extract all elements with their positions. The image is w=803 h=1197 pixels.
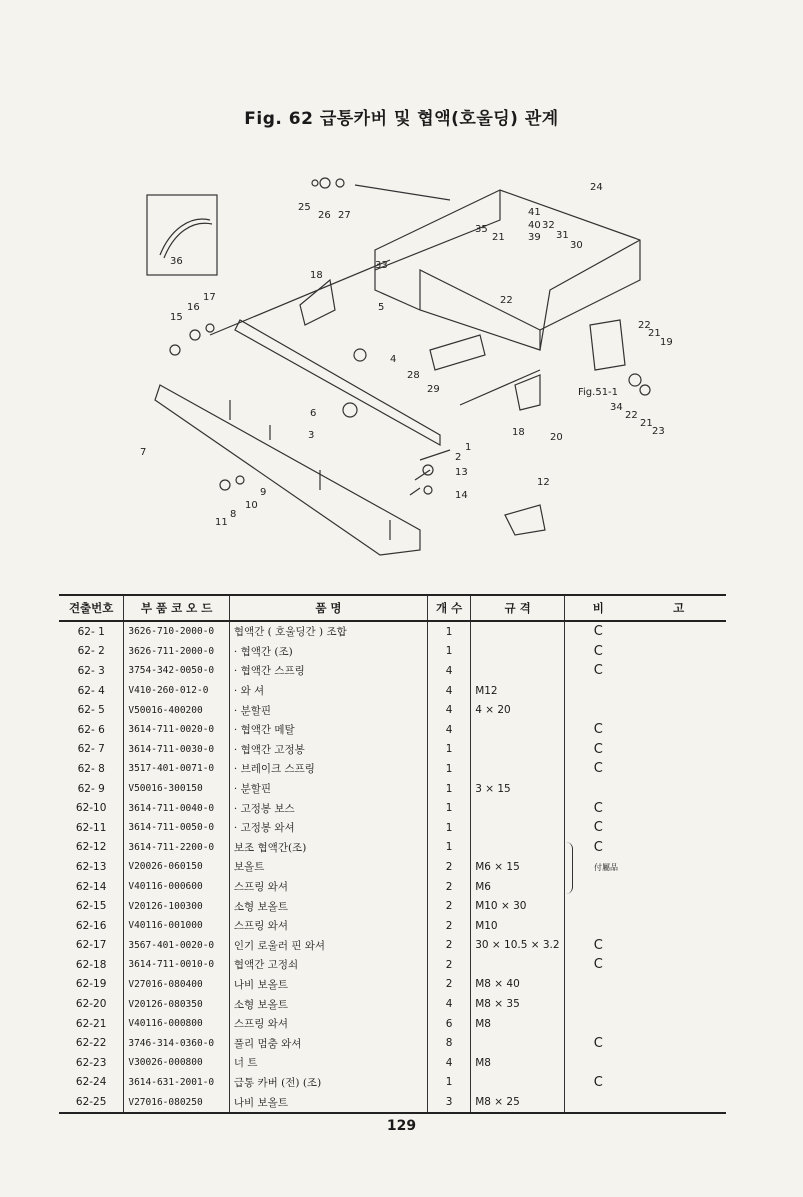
cell-part-name: · 고정봉 와셔 [229,818,427,838]
cell-ref-no: 62-11 [75,821,107,834]
cell-qty: 1 [427,838,470,858]
cell-qty: 4 [427,994,470,1014]
cell-part-name: 보올트 [229,857,427,877]
cell-remark-extra [631,916,726,936]
callout-20: 20 [550,432,563,443]
cell-remark [565,877,632,897]
cell-qty: 1 [427,1073,470,1093]
cell-part-code: V50016-300150 [124,779,230,799]
cell-spec: M6 × 15 [471,857,565,877]
cell-ref-no: 62-24 [75,1076,107,1089]
table-row [59,1053,726,1073]
callout-30: 30 [570,240,583,251]
cell-part-name: 급통 카버 (전) (조) [229,1073,427,1093]
cell-qty: 1 [427,779,470,799]
cell-spec: M8 [471,1014,565,1034]
callout-35: 35 [475,224,488,235]
accessory-note: 付屬品 [594,863,618,872]
cell-ref-no: 62- 1 [77,625,105,638]
cell-remark [565,700,632,720]
cell-remark-extra [631,681,726,701]
table-row [59,916,726,936]
cell-part-code: V30026-000800 [124,1053,230,1073]
cell-spec: M8 × 35 [471,994,565,1014]
cell-remark: C [565,621,632,642]
table-row [59,877,726,897]
callout-36: 36 [170,256,183,267]
cell-spec [471,818,565,838]
cell-remark: C [565,838,632,858]
cell-remark-extra [631,838,726,858]
col-remark-2: 고 [631,595,726,621]
cell-remark [565,1092,632,1113]
cell-spec: M8 × 40 [471,975,565,995]
cell-qty: 2 [427,936,470,956]
cell-qty: 2 [427,975,470,995]
table-row [59,759,726,779]
cell-remark-extra [631,857,726,877]
table-row [59,720,726,740]
cell-spec [471,798,565,818]
cell-remark [565,1053,632,1073]
cell-remark [565,779,632,799]
cell-part-name: 스프링 와셔 [229,877,427,897]
callout-16: 16 [187,302,200,313]
col-spec: 규 격 [471,595,565,621]
cell-qty: 1 [427,798,470,818]
callout-22: 22 [500,295,513,306]
callout-11: 11 [215,517,228,528]
callout-2: 2 [455,452,462,463]
cell-ref-no: 62-16 [75,919,107,932]
cell-ref-no: 62-12 [75,841,107,854]
callout-13: 13 [455,467,468,478]
cell-ref-no: 62-17 [75,939,107,952]
table-row [59,1014,726,1034]
cell-remark-extra [631,798,726,818]
cell-ref-no: 62-14 [75,880,107,893]
callout-fig51: Fig.51-1 [578,387,619,398]
cell-spec [471,1033,565,1053]
cell-remark: C [565,1033,632,1053]
table-row [59,994,726,1014]
cell-part-code: V20026-060150 [124,857,230,877]
cell-spec [471,621,565,642]
cell-remark: C [565,740,632,760]
cell-part-name: 나비 보올트 [229,1092,427,1113]
col-remark-1: 비 [565,595,632,621]
cell-part-code: 3567-401-0020-0 [124,936,230,956]
cell-part-name: · 협액간 스프링 [229,661,427,681]
table-row [59,818,726,838]
cell-remark-extra [631,1073,726,1093]
cell-qty: 2 [427,877,470,897]
cell-part-code: 3614-711-0010-0 [124,955,230,975]
callout-21b: 21 [640,418,653,429]
cell-qty: 1 [427,759,470,779]
cell-spec [471,838,565,858]
table-row [59,1033,726,1053]
cell-remark: C [565,955,632,975]
cell-qty: 4 [427,661,470,681]
callout-8: 8 [230,509,237,520]
callout-10: 10 [245,500,258,511]
cell-spec: M10 [471,916,565,936]
cell-ref-no: 62-19 [75,978,107,991]
cell-part-name: · 협액간 고정봉 [229,740,427,760]
cell-remark: C [565,642,632,662]
col-part-name: 품 명 [229,595,427,621]
callout-22c: 22 [638,320,651,331]
cell-remark: C [565,1073,632,1093]
cell-part-code: V50016-400200 [124,700,230,720]
cell-part-code: 3614-711-0020-0 [124,720,230,740]
cell-part-name: 너 트 [229,1053,427,1073]
callout-18: 18 [310,270,323,281]
cell-part-code: 3614-711-0050-0 [124,818,230,838]
cell-part-name: 스프링 와셔 [229,1014,427,1034]
callout-17: 17 [203,292,216,303]
table-row [59,936,726,956]
cell-remark-extra [631,936,726,956]
cell-part-code: V410-260-012-0 [124,681,230,701]
cell-part-name: 풀리 멈춤 와셔 [229,1033,427,1053]
cell-ref-no: 62- 8 [77,762,105,775]
cell-part-code: V40116-000800 [124,1014,230,1034]
cell-part-code: 3614-711-2200-0 [124,838,230,858]
cell-remark-extra [631,994,726,1014]
cell-ref-no: 62-22 [75,1037,107,1050]
callout-34: 34 [610,402,623,413]
exploded-parts-diagram [120,160,700,580]
cell-spec: 30 × 10.5 × 3.2 [471,936,565,956]
table-row [59,779,726,799]
table-row [59,975,726,995]
table-row [59,700,726,720]
callout-5: 5 [378,302,385,313]
cell-spec [471,740,565,760]
cell-remark-extra [631,642,726,662]
cell-qty: 1 [427,642,470,662]
col-ref-no: 견출번호 [59,595,124,621]
cell-remark: C [565,759,632,779]
cell-ref-no: 62-20 [75,998,107,1011]
cell-qty: 3 [427,1092,470,1113]
cell-qty: 4 [427,1053,470,1073]
cell-part-code: 3626-711-2000-0 [124,642,230,662]
cell-part-code: 3746-314-0360-0 [124,1033,230,1053]
cell-spec [471,1073,565,1093]
table-row [59,1073,726,1093]
cell-spec [471,955,565,975]
callout-4: 4 [390,354,397,365]
table-row [59,642,726,662]
cell-remark: C [565,798,632,818]
callout-1: 1 [465,442,472,453]
col-part-code: 부 품 코 오 드 [124,595,230,621]
cell-remark-extra [631,896,726,916]
cell-qty: 1 [427,818,470,838]
cell-remark [565,916,632,936]
callout-26: 26 [318,210,331,221]
cell-part-name: 인기 로울러 핀 와셔 [229,936,427,956]
callout-27: 27 [338,210,351,221]
table-row [59,955,726,975]
cell-qty: 8 [427,1033,470,1053]
cell-ref-no: 62-25 [59,1092,124,1113]
cell-part-name: 소형 보올트 [229,896,427,916]
cell-remark: C [565,661,632,681]
cell-remark-extra [631,740,726,760]
table-row [59,681,726,701]
cell-spec [471,661,565,681]
cell-remark: C [565,936,632,956]
cell-qty: 4 [427,681,470,701]
callout-25: 25 [298,202,311,213]
cell-ref-no: 62- 9 [77,782,105,795]
cell-part-name: · 분할핀 [229,700,427,720]
figure-title: Fig. 62 급통카버 및 협액(호울딩) 관계 [244,109,559,129]
cell-ref-no: 62- 2 [77,645,105,658]
cell-qty: 2 [427,916,470,936]
cell-remark-extra [631,720,726,740]
table-row [59,798,726,818]
cell-qty: 2 [427,896,470,916]
cell-remark [565,681,632,701]
callout-33: 33 [375,260,388,271]
parts-table [59,594,726,1114]
cell-ref-no: 62- 3 [77,664,105,677]
callout-18b: 18 [512,427,525,438]
cell-remark-extra [631,779,726,799]
cell-qty: 4 [427,720,470,740]
col-qty: 개 수 [427,595,470,621]
cell-remark-extra [631,955,726,975]
table-row [59,740,726,760]
cell-ref-no: 62- 7 [77,743,105,756]
cell-part-code: V27016-080400 [124,975,230,995]
table-row [59,621,726,642]
callout-12: 12 [537,477,550,488]
cell-remark-extra [631,759,726,779]
cell-remark-extra [631,700,726,720]
cell-spec: M8 × 25 [471,1092,565,1113]
table-row [59,661,726,681]
cell-part-name: · 와 셔 [229,681,427,701]
callout-19: 19 [660,337,673,348]
cell-remark [565,975,632,995]
cell-part-name: · 협액간 (조) [229,642,427,662]
table-row [59,857,726,877]
cell-remark-extra [631,1033,726,1053]
cell-remark-extra [631,1092,726,1113]
cell-part-name: · 분할핀 [229,779,427,799]
cell-part-name: 나비 보올트 [229,975,427,995]
callout-40: 40 [528,220,541,231]
callout-22b: 22 [625,410,638,421]
cell-remark [565,994,632,1014]
cell-spec: 3 × 15 [471,779,565,799]
cell-spec [471,759,565,779]
cell-part-name: 협액간 ( 호울딩간 ) 조합 [229,621,427,642]
cell-remark-extra [631,975,726,995]
page-number: 129 [386,1118,417,1134]
cell-ref-no: 62-10 [75,802,107,815]
cell-remark-extra [631,661,726,681]
cell-part-code: 3754-342-0050-0 [124,661,230,681]
callout-21: 21 [492,232,505,243]
cell-part-code: V20126-100300 [124,896,230,916]
cell-remark-extra [631,1053,726,1073]
cell-qty: 2 [427,857,470,877]
cell-ref-no: 62-13 [75,860,107,873]
parts-table-body [59,621,726,1113]
cell-spec: M12 [471,681,565,701]
callout-28: 28 [407,370,420,381]
cell-ref-no: 62-21 [75,1017,107,1030]
cell-part-code: 3614-631-2001-0 [124,1073,230,1093]
cell-qty: 4 [427,700,470,720]
callout-23: 23 [652,426,665,437]
cell-ref-no: 62- 4 [77,684,105,697]
cell-part-name: 협액간 고정쇠 [229,955,427,975]
table-row [59,896,726,916]
cell-qty: 2 [427,955,470,975]
cell-qty: 1 [427,740,470,760]
cell-spec: M6 [471,877,565,897]
callout-9: 9 [260,487,267,498]
cell-remark: C [565,818,632,838]
cell-spec: 4 × 20 [471,700,565,720]
cell-ref-no: 62-18 [75,958,107,971]
callout-6: 6 [310,408,317,419]
callout-15: 15 [170,312,183,323]
cell-ref-no: 62-15 [75,900,107,913]
cell-spec: M10 × 30 [471,896,565,916]
accessory-brace [566,842,573,894]
callout-21c: 21 [648,328,661,339]
callout-29: 29 [427,384,440,395]
cell-part-name: · 고정봉 보스 [229,798,427,818]
cell-part-name: · 브레이크 스프링 [229,759,427,779]
cell-part-name: 스프링 와셔 [229,916,427,936]
callout-41: 41 [528,207,541,218]
cell-part-name: 소형 보올트 [229,994,427,1014]
cell-remark [565,896,632,916]
cell-ref-no: 62-23 [75,1056,107,1069]
cell-part-code: V27016-080250 [124,1092,230,1113]
cell-remark-extra [631,1014,726,1034]
cell-remark: C [565,720,632,740]
callout-3: 3 [308,430,315,441]
table-row [59,838,726,858]
cell-part-name: · 협액간 메탈 [229,720,427,740]
callout-32: 32 [542,220,555,231]
cell-part-code: 3614-711-0040-0 [124,798,230,818]
callout-14: 14 [455,490,468,501]
cell-ref-no: 62- 5 [77,704,105,717]
cell-part-code: V40116-000600 [124,877,230,897]
cell-spec [471,642,565,662]
callout-7: 7 [140,447,147,458]
cell-part-code: V20126-080350 [124,994,230,1014]
cell-spec: M8 [471,1053,565,1073]
cell-part-code: 3626-710-2000-0 [124,621,230,642]
cell-spec [471,720,565,740]
cell-remark [565,1014,632,1034]
cell-remark-extra [631,621,726,642]
callout-31: 31 [556,230,569,241]
cell-remark-extra [631,818,726,838]
callout-39: 39 [528,232,541,243]
callout-24: 24 [590,182,603,193]
cell-part-code: 3517-401-0071-0 [124,759,230,779]
cell-part-code: 3614-711-0030-0 [124,740,230,760]
cell-part-code: V40116-001000 [124,916,230,936]
cell-part-name: 보조 협액간(조) [229,838,427,858]
cell-remark-extra [631,877,726,897]
cell-qty: 6 [427,1014,470,1034]
cell-qty: 1 [427,621,470,642]
table-row [59,1092,726,1113]
cell-ref-no: 62- 6 [77,723,105,736]
